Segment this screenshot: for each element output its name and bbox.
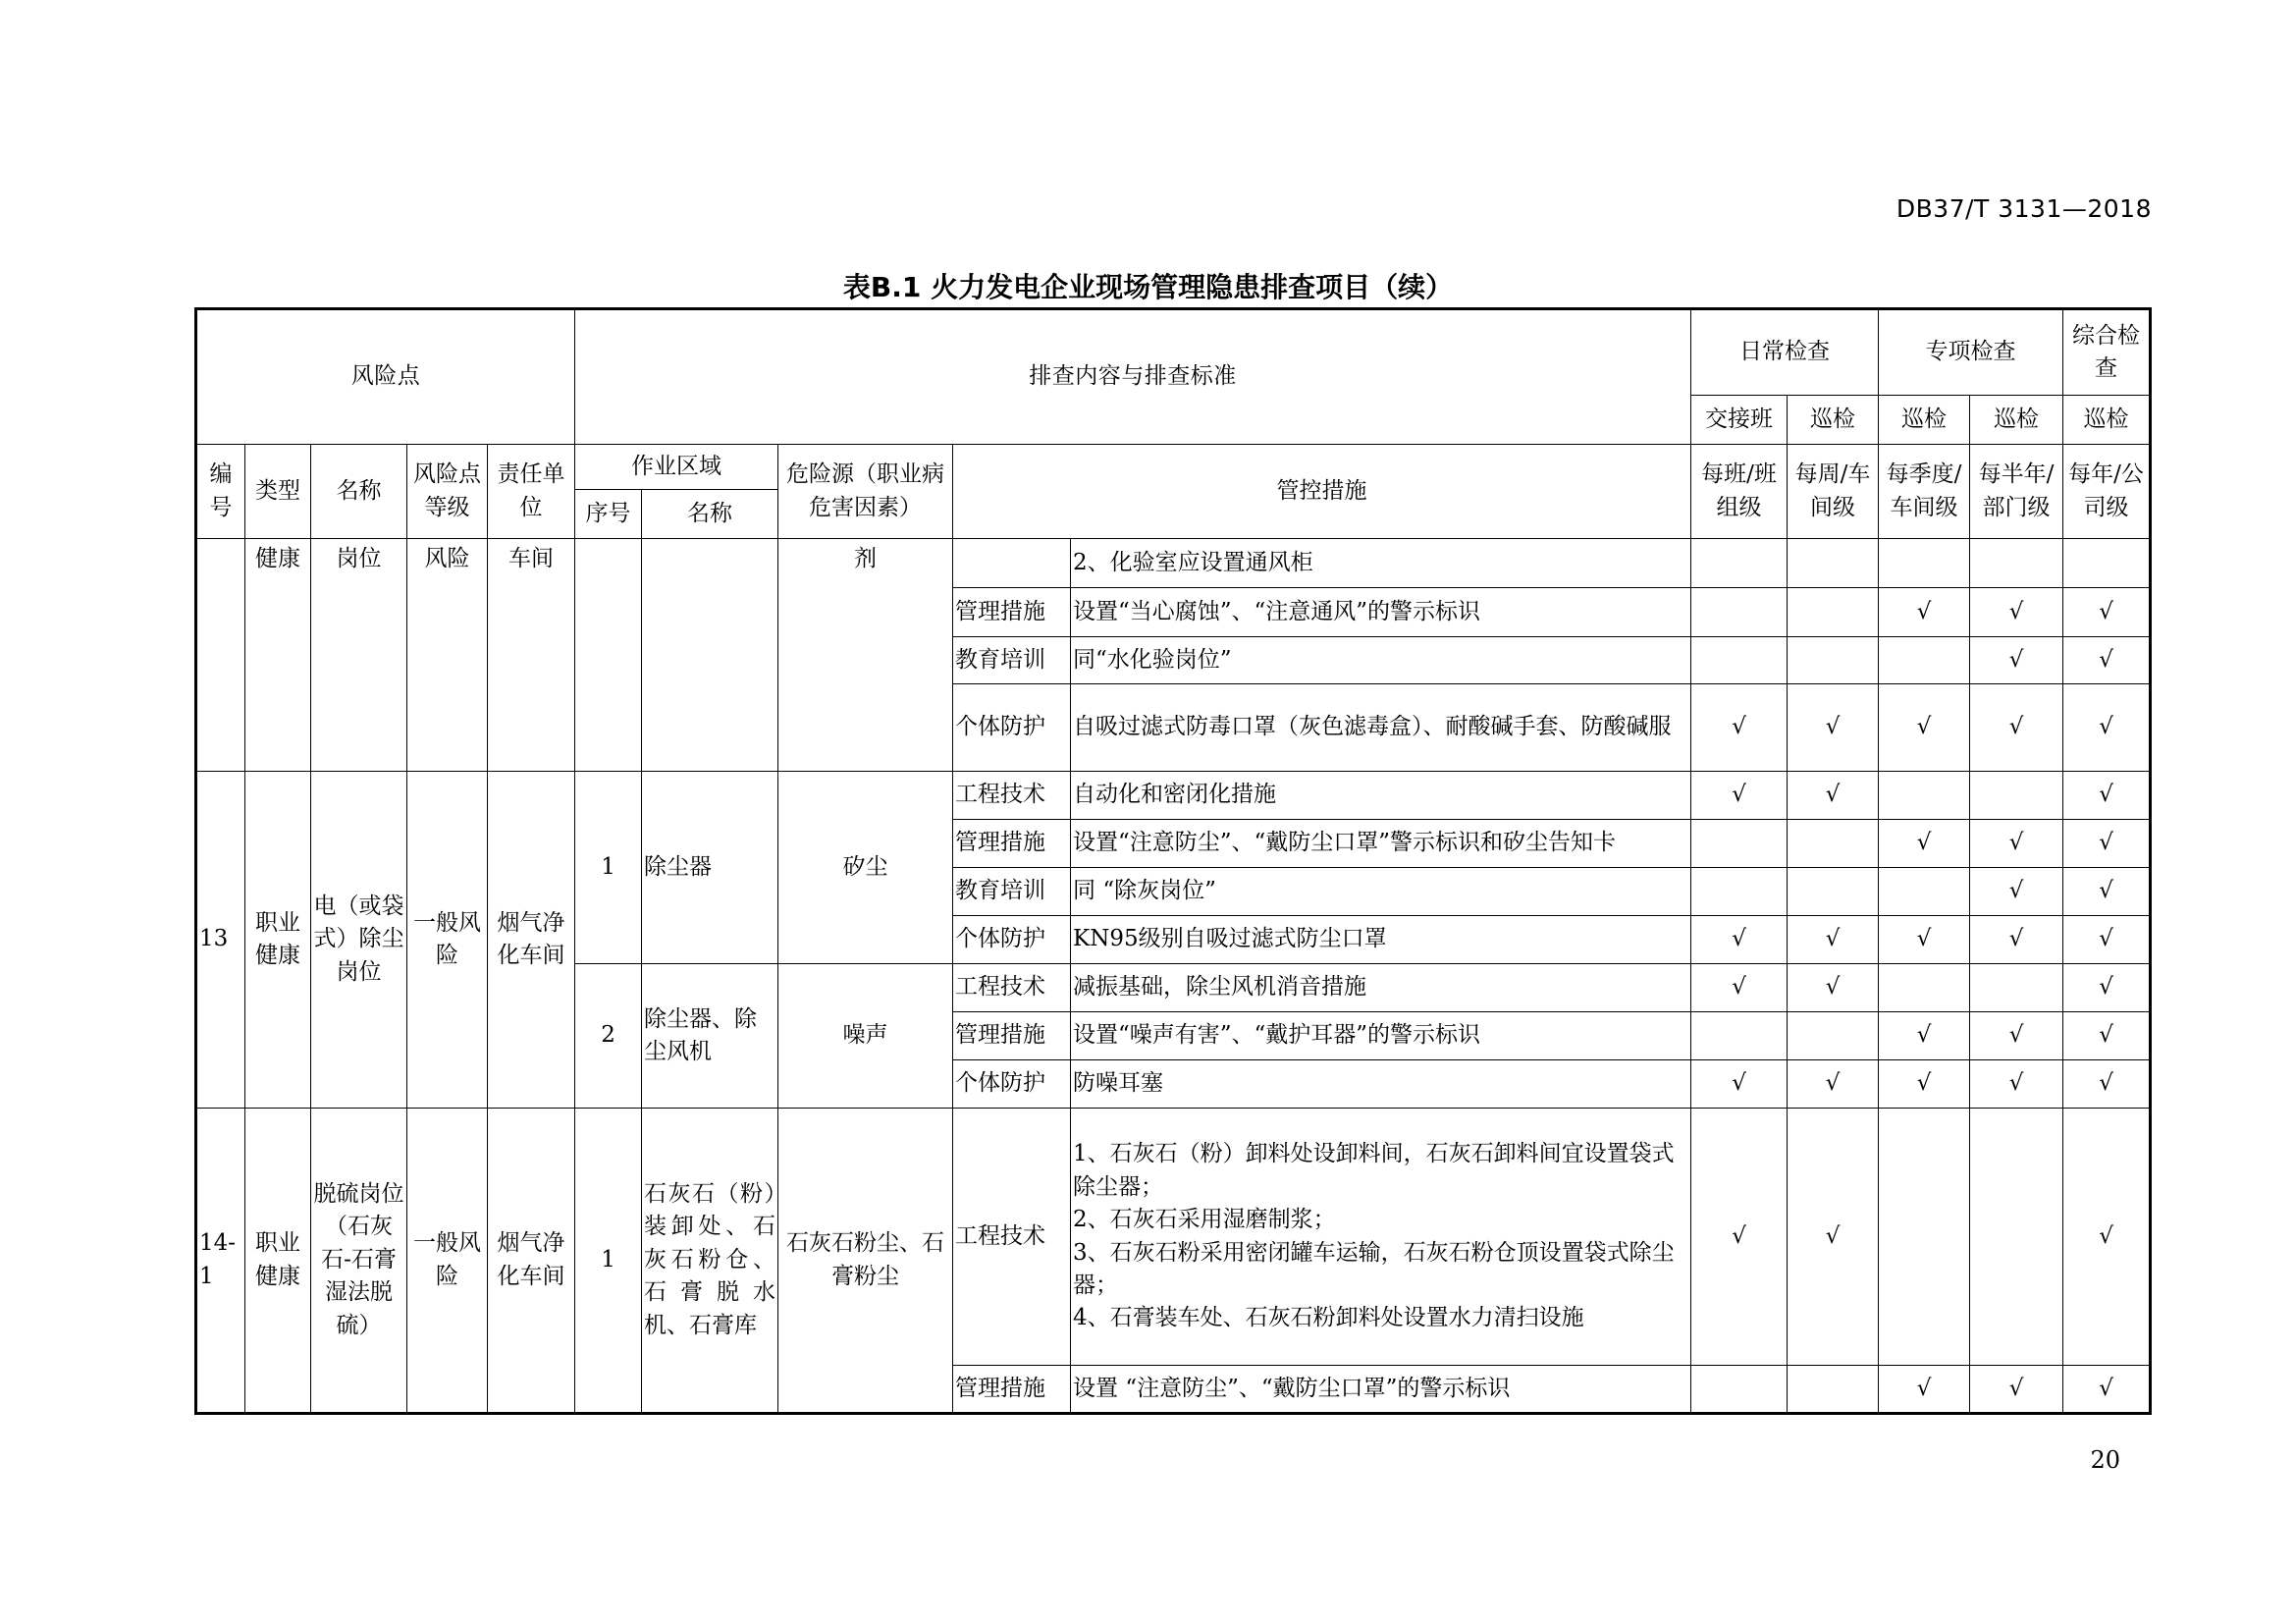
- check-mark: √: [2063, 684, 2151, 772]
- check-mark: √: [2063, 1109, 2151, 1366]
- cell-hazard: 噪声: [778, 964, 953, 1109]
- cell-measure-category: 教育培训: [953, 637, 1071, 684]
- check-mark: √: [1788, 964, 1879, 1012]
- cell-measure-category: 工程技术: [953, 1109, 1071, 1366]
- check-mark: √: [1970, 868, 2063, 916]
- check-mark: √: [2063, 772, 2151, 820]
- measure-line: 4、石膏装车处、石灰石粉卸料处设置水力清扫设施: [1073, 1305, 1584, 1331]
- cell-measure-text: 设置“注意防尘”、“戴防尘口罩”警示标识和矽尘告知卡: [1071, 820, 1691, 868]
- cell-check-quarter: [1879, 964, 1970, 1012]
- check-mark: √: [2063, 1366, 2151, 1414]
- header-responsible-unit: 责任单位: [488, 445, 575, 539]
- cell-check-quarter: [1879, 772, 1970, 820]
- header-patrol-daily: 巡检: [1788, 396, 1879, 445]
- inspection-table: [194, 307, 2152, 1415]
- check-mark: √: [2063, 588, 2151, 637]
- header-shift-handover: 交接班: [1691, 396, 1788, 445]
- header-freq-year: 每年/公司级: [2063, 445, 2151, 539]
- cell-check-quarter: [1879, 868, 1970, 916]
- check-mark: √: [1691, 964, 1788, 1012]
- cell-measure-category: 个体防护: [953, 684, 1071, 772]
- cell-risk-level: 一般风险: [407, 772, 488, 1109]
- cell-measure-text: 设置“当心腐蚀”、“注意通风”的警示标识: [1071, 588, 1691, 637]
- cell-check-week: [1788, 1012, 1879, 1060]
- check-mark: √: [1788, 1060, 1879, 1109]
- header-control-measures: 管控措施: [953, 445, 1691, 539]
- measure-line: 3、石灰石粉采用密闭罐车运输，石灰石粉仓顶设置袋式除尘器；: [1073, 1239, 1675, 1298]
- cell-name: 脱硫岗位（石灰石-石膏湿法脱硫）: [311, 1109, 407, 1414]
- cell-no: [196, 539, 245, 772]
- check-mark: √: [1691, 916, 1788, 964]
- cell-no: 14-1: [196, 1109, 245, 1414]
- page-number: 20: [2090, 1446, 2120, 1474]
- cell-measure-category: 教育培训: [953, 868, 1071, 916]
- cell-name: 电（或袋式）除尘岗位: [311, 772, 407, 1109]
- cell-measure-text: 设置 “注意防尘”、“戴防尘口罩”的警示标识: [1071, 1366, 1691, 1414]
- check-mark: √: [1788, 1109, 1879, 1366]
- cell-measure-category: 个体防护: [953, 916, 1071, 964]
- cell-area-name: 除尘器: [642, 772, 778, 964]
- check-mark: √: [1788, 684, 1879, 772]
- cell-measure-text: [1071, 1109, 1691, 1366]
- header-freq-quarter: 每季度/车间级: [1879, 445, 1970, 539]
- header-patrol-special-2: 巡检: [1970, 396, 2063, 445]
- check-mark: √: [2063, 1060, 2151, 1109]
- cell-hazard: 矽尘: [778, 772, 953, 964]
- header-area-name: 名称: [642, 490, 778, 539]
- measure-line: 1、石灰石（粉）卸料处设卸料间，石灰石卸料间宜设置袋式除尘器；: [1073, 1141, 1675, 1200]
- check-mark: √: [1691, 1109, 1788, 1366]
- cell-area-name: [642, 539, 778, 772]
- header-patrol-special-1: 巡检: [1879, 396, 1970, 445]
- check-mark: √: [1879, 588, 1970, 637]
- check-mark: √: [1970, 1366, 2063, 1414]
- cell-check-week: [1788, 588, 1879, 637]
- check-mark: √: [2063, 1012, 2151, 1060]
- cell-responsible-unit: 烟气净化车间: [488, 772, 575, 1109]
- check-mark: √: [1788, 772, 1879, 820]
- cell-check-quarter: [1879, 1109, 1970, 1366]
- header-freq-shift: 每班/班组级: [1691, 445, 1788, 539]
- cell-check-year: [2063, 539, 2151, 588]
- header-no: 编号: [196, 445, 245, 539]
- cell-hazard: 剂: [778, 539, 953, 772]
- cell-check-half-year: [1970, 539, 2063, 588]
- header-risk-point: 风险点: [196, 309, 575, 445]
- cell-measure-category: 管理措施: [953, 1012, 1071, 1060]
- cell-measure-category: 工程技术: [953, 964, 1071, 1012]
- check-mark: √: [1970, 1012, 2063, 1060]
- cell-measure-text: 自动化和密闭化措施: [1071, 772, 1691, 820]
- check-mark: √: [1970, 820, 2063, 868]
- header-row-3: [196, 445, 2151, 490]
- check-mark: √: [2063, 916, 2151, 964]
- cell-measure-text: 自吸过滤式防毒口罩（灰色滤毒盒）、耐酸碱手套、防酸碱服: [1071, 684, 1691, 772]
- cell-area-seq: 2: [575, 964, 642, 1109]
- cell-check-shift: [1691, 637, 1788, 684]
- cell-check-week: [1788, 820, 1879, 868]
- cell-no: 13: [196, 772, 245, 1109]
- measure-line: 2、石灰石采用湿磨制浆；: [1073, 1207, 1336, 1233]
- check-mark: √: [1788, 916, 1879, 964]
- header-special-check: 专项检查: [1879, 309, 2063, 396]
- cell-check-shift: [1691, 1366, 1788, 1414]
- header-inspection-content: 排查内容与排查标准: [575, 309, 1691, 445]
- cell-measure-category: 管理措施: [953, 1366, 1071, 1414]
- header-patrol-comprehensive: 巡检: [2063, 396, 2151, 445]
- cell-measure-text: 2、化验室应设置通风柜: [1071, 539, 1691, 588]
- cell-check-week: [1788, 637, 1879, 684]
- table-row: [196, 539, 2151, 588]
- check-mark: √: [1970, 684, 2063, 772]
- cell-type: 健康: [245, 539, 311, 772]
- cell-check-half-year: [1970, 1109, 2063, 1366]
- cell-check-shift: [1691, 1012, 1788, 1060]
- check-mark: √: [1970, 637, 2063, 684]
- check-mark: √: [2063, 820, 2151, 868]
- cell-risk-level: 风险: [407, 539, 488, 772]
- check-mark: √: [1879, 1012, 1970, 1060]
- header-work-area: 作业区域: [575, 445, 778, 490]
- cell-type: 职业健康: [245, 772, 311, 1109]
- check-mark: √: [1879, 916, 1970, 964]
- header-type: 类型: [245, 445, 311, 539]
- cell-area-seq: 1: [575, 772, 642, 964]
- cell-check-week: [1788, 1366, 1879, 1414]
- check-mark: √: [2063, 964, 2151, 1012]
- cell-measure-category: 个体防护: [953, 1060, 1071, 1109]
- header-comprehensive-check: 综合检查: [2063, 309, 2151, 396]
- cell-measure-category: [953, 539, 1071, 588]
- check-mark: √: [2063, 868, 2151, 916]
- check-mark: √: [1691, 684, 1788, 772]
- check-mark: √: [1970, 1060, 2063, 1109]
- table-title: 表B.1 火力发电企业现场管理隐患排查项目（续）: [842, 271, 1454, 303]
- header-name: 名称: [311, 445, 407, 539]
- check-mark: √: [1970, 588, 2063, 637]
- cell-measure-text: 防噪耳塞: [1071, 1060, 1691, 1109]
- cell-check-week: [1788, 539, 1879, 588]
- check-mark: √: [1691, 1060, 1788, 1109]
- header-freq-week: 每周/车间级: [1788, 445, 1879, 539]
- cell-check-shift: [1691, 539, 1788, 588]
- cell-check-half-year: [1970, 964, 2063, 1012]
- check-mark: √: [1970, 916, 2063, 964]
- cell-measure-text: 设置“噪声有害”、“戴护耳器”的警示标识: [1071, 1012, 1691, 1060]
- header-freq-half-year: 每半年/部门级: [1970, 445, 2063, 539]
- cell-area-name: 除尘器、除尘风机: [642, 964, 778, 1109]
- cell-area-seq: [575, 539, 642, 772]
- cell-hazard: 石灰石粉尘、石膏粉尘: [778, 1109, 953, 1414]
- header-hazard-source: 危险源（职业病危害因素）: [778, 445, 953, 539]
- check-mark: √: [1879, 820, 1970, 868]
- cell-area-name: 石灰石（粉）装卸处、石灰石粉仓、石膏脱水机、石膏库: [642, 1109, 778, 1414]
- check-mark: √: [1879, 1060, 1970, 1109]
- cell-responsible-unit: 车间: [488, 539, 575, 772]
- check-mark: √: [2063, 637, 2151, 684]
- header-area-seq: 序号: [575, 490, 642, 539]
- cell-check-shift: [1691, 868, 1788, 916]
- check-mark: √: [1691, 772, 1788, 820]
- cell-area-seq: 1: [575, 1109, 642, 1414]
- cell-measure-text: 同“水化验岗位”: [1071, 637, 1691, 684]
- standard-code: DB37/T 3131—2018: [1896, 194, 2152, 223]
- cell-check-quarter: [1879, 539, 1970, 588]
- check-mark: √: [1879, 684, 1970, 772]
- cell-measure-text: KN95级别自吸过滤式防尘口罩: [1071, 916, 1691, 964]
- cell-check-shift: [1691, 820, 1788, 868]
- cell-check-half-year: [1970, 772, 2063, 820]
- cell-measure-category: 工程技术: [953, 772, 1071, 820]
- cell-responsible-unit: 烟气净化车间: [488, 1109, 575, 1414]
- cell-check-quarter: [1879, 637, 1970, 684]
- cell-name: 岗位: [311, 539, 407, 772]
- cell-type: 职业健康: [245, 1109, 311, 1414]
- cell-measure-category: 管理措施: [953, 588, 1071, 637]
- header-row-1: [196, 309, 2151, 396]
- table-row: [196, 1109, 2151, 1366]
- cell-check-shift: [1691, 588, 1788, 637]
- cell-measure-category: 管理措施: [953, 820, 1071, 868]
- cell-measure-text: 减振基础，除尘风机消音措施: [1071, 964, 1691, 1012]
- header-risk-level: 风险点等级: [407, 445, 488, 539]
- cell-risk-level: 一般风险: [407, 1109, 488, 1414]
- cell-check-week: [1788, 868, 1879, 916]
- cell-measure-text: 同 “除灰岗位”: [1071, 868, 1691, 916]
- check-mark: √: [1879, 1366, 1970, 1414]
- header-daily-check: 日常检查: [1691, 309, 1879, 396]
- table-row: [196, 772, 2151, 820]
